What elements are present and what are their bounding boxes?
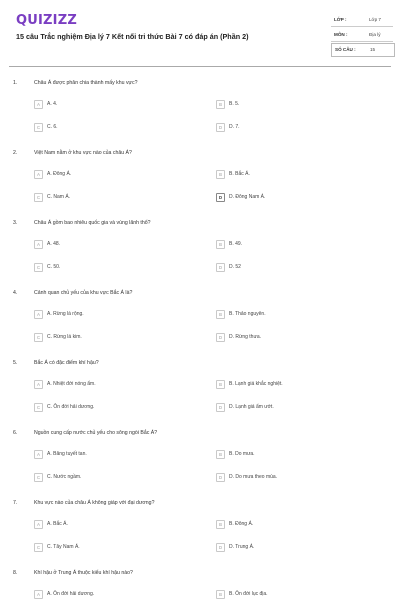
option-letter: C bbox=[34, 123, 43, 132]
meta-class bbox=[331, 14, 393, 27]
question-4 bbox=[0, 290, 400, 360]
option-letter: B bbox=[216, 100, 225, 109]
option-letter: D bbox=[216, 123, 225, 132]
option-letter: B bbox=[216, 590, 225, 599]
question-1 bbox=[0, 80, 400, 150]
option-text: C. Nam Á. bbox=[47, 194, 71, 200]
option-letter: A bbox=[34, 240, 43, 249]
document-title: 15 câu Trắc nghiệm Địa lý 7 Kết nối tri thức Bài 7 có đáp án (Phần 2) bbox=[16, 32, 249, 41]
meta-class-value: Lớp 7 bbox=[369, 17, 381, 22]
option-letter: A bbox=[34, 100, 43, 109]
question-number: 6. bbox=[13, 430, 18, 436]
option-text: C. Nước ngầm. bbox=[47, 474, 82, 480]
question-text: Việt Nam nằm ở khu vực nào của châu Á? bbox=[34, 150, 132, 156]
meta-class-label: LỚP : bbox=[334, 17, 347, 22]
option-text: A. Nhiệt đới nóng ẩm. bbox=[47, 381, 96, 387]
option-text: D. Đông Nam Á. bbox=[229, 194, 266, 200]
question-6 bbox=[0, 430, 400, 500]
option-text: A. Ôn đới hải dương. bbox=[47, 591, 95, 597]
option-letter: C bbox=[34, 333, 43, 342]
option-text: D. Rừng thưa. bbox=[229, 334, 261, 340]
question-number: 4. bbox=[13, 290, 18, 296]
question-number: 7. bbox=[13, 500, 18, 506]
option-text: A. 48. bbox=[47, 241, 61, 247]
option-letter: C bbox=[34, 543, 43, 552]
option-text: A. 4. bbox=[47, 101, 58, 107]
option-letter: D bbox=[216, 403, 225, 412]
option-letter: C bbox=[34, 473, 43, 482]
option-text: A. Đông Á. bbox=[47, 171, 72, 177]
question-text: Nguồn cung cấp nước chủ yếu cho sông ngòi Bắc Á? bbox=[34, 430, 158, 436]
question-text: Bắc Á có đặc điểm khí hậu? bbox=[34, 360, 99, 366]
option-letter: A bbox=[34, 380, 43, 389]
option-text: C. Ôn đới hải dương. bbox=[47, 404, 95, 410]
question-number: 5. bbox=[13, 360, 18, 366]
option-text: B. 49. bbox=[229, 241, 243, 247]
option-letter: B bbox=[216, 520, 225, 529]
option-letter: B bbox=[216, 170, 225, 179]
question-3 bbox=[0, 220, 400, 290]
header-divider bbox=[9, 66, 391, 67]
meta-count bbox=[331, 43, 395, 57]
option-letter: C bbox=[34, 193, 43, 202]
option-text: D. 7. bbox=[229, 124, 240, 130]
option-text: B. 5. bbox=[229, 101, 240, 107]
question-text: Châu Á được phân chia thành mấy khu vực? bbox=[34, 80, 138, 86]
option-letter: D bbox=[216, 543, 225, 552]
option-text: B. Ôn đới lục địa. bbox=[229, 591, 268, 597]
option-text: D. Do mưa theo mùa. bbox=[229, 474, 278, 480]
option-text: B. Bắc Á. bbox=[229, 171, 250, 177]
option-text: C. Rừng lá kim. bbox=[47, 334, 82, 340]
option-text: C. Tây Nam Á. bbox=[47, 544, 80, 550]
option-text: A. Băng tuyết tan. bbox=[47, 451, 87, 457]
question-8 bbox=[0, 570, 400, 600]
option-letter: A bbox=[34, 450, 43, 459]
option-letter: D bbox=[216, 473, 225, 482]
question-7 bbox=[0, 500, 400, 570]
option-text: B. Lạnh giá khắc nghiệt. bbox=[229, 381, 283, 387]
option-text: A. Bắc Á. bbox=[47, 521, 68, 527]
option-letter: A bbox=[34, 310, 43, 319]
quizizz-logo: QUIZIZZ bbox=[16, 13, 77, 28]
question-text: Cảnh quan chủ yếu của khu vực Bắc Á là? bbox=[34, 290, 133, 296]
option-text: C. 50. bbox=[47, 264, 61, 270]
option-text: D. Trung Á. bbox=[229, 544, 255, 550]
option-text: B. Thảo nguyên. bbox=[229, 311, 266, 317]
question-text: Châu Á gồm bao nhiêu quốc gia và vùng lãnh thổ? bbox=[34, 220, 151, 226]
option-letter: A bbox=[34, 590, 43, 599]
meta-count-label: SỐ CÂU : bbox=[335, 47, 356, 52]
meta-subject-value: Địa lý bbox=[369, 32, 381, 37]
question-2 bbox=[0, 150, 400, 220]
option-letter: C bbox=[34, 403, 43, 412]
option-text: B. Đông Á. bbox=[229, 521, 254, 527]
option-letter: D bbox=[216, 333, 225, 342]
option-letter: B bbox=[216, 310, 225, 319]
option-letter: A bbox=[34, 170, 43, 179]
option-letter: B bbox=[216, 450, 225, 459]
question-number: 2. bbox=[13, 150, 18, 156]
option-letter: D bbox=[216, 263, 225, 272]
question-number: 3. bbox=[13, 220, 18, 226]
option-text: D. Lạnh giá ẩm ướt. bbox=[229, 404, 274, 410]
option-letter: B bbox=[216, 380, 225, 389]
option-letter: B bbox=[216, 240, 225, 249]
question-5 bbox=[0, 360, 400, 430]
meta-subject-label: MÔN : bbox=[334, 32, 348, 37]
option-text: B. Do mưa. bbox=[229, 451, 255, 457]
meta-subject bbox=[331, 29, 393, 42]
option-letter: A bbox=[34, 520, 43, 529]
option-letter: C bbox=[34, 263, 43, 272]
question-text: Khu vực nào của châu Á không giáp với đại dương? bbox=[34, 500, 155, 506]
option-text: A. Rừng lá rộng. bbox=[47, 311, 84, 317]
meta-count-value: 15 bbox=[370, 47, 376, 52]
option-text: C. 6. bbox=[47, 124, 58, 130]
question-text: Khí hậu ở Trung Á thuộc kiểu khí hậu nào? bbox=[34, 570, 133, 576]
option-text: D. 52 bbox=[229, 264, 241, 270]
question-number: 1. bbox=[13, 80, 18, 86]
option-letter: D bbox=[216, 193, 225, 202]
question-number: 8. bbox=[13, 570, 18, 576]
